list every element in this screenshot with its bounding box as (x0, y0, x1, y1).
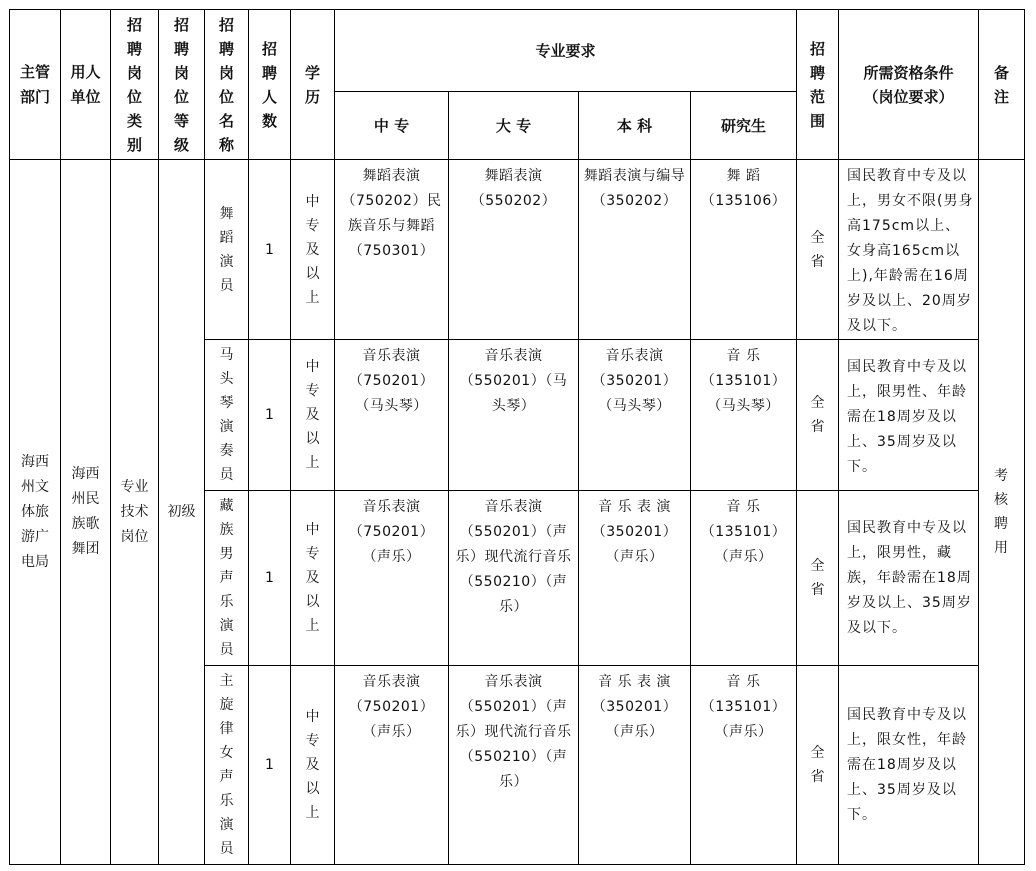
edu-cell: 中专及以上 (291, 340, 335, 491)
header-unit: 用人单位 (61, 10, 111, 160)
major-yjs-cell: 舞 蹈（135106） (691, 160, 797, 340)
edu-cell: 中专及以上 (291, 160, 335, 340)
major-zz-cell: 音乐表演（750201）（声乐） (335, 491, 449, 666)
major-bk-cell: 音 乐 表 演（350201）（声乐） (579, 491, 691, 666)
header-major-yjs: 研究生 (691, 92, 797, 160)
major-zz-cell: 音乐表演（750201）（马头琴） (335, 340, 449, 491)
major-bk-cell: 音乐表演（350201）（马头琴） (579, 340, 691, 491)
remark-cell: 考核聘用 (979, 160, 1025, 865)
scope-cell: 全省 (797, 340, 839, 491)
dept-cell: 海西州文体旅游广电局 (10, 160, 61, 865)
major-zz-cell: 舞蹈表演（750202）民族音乐与舞蹈（750301） (335, 160, 449, 340)
edu-cell: 中专及以上 (291, 666, 335, 865)
header-category: 招聘岗位类别 (111, 10, 159, 160)
major-dz-cell: 音乐表演（550201）（声乐）现代流行音乐（550210）（声乐） (449, 666, 579, 865)
post-cell: 藏族男声乐演员 (205, 491, 249, 666)
scope-cell: 全省 (797, 491, 839, 666)
header-major-zz: 中 专 (335, 92, 449, 160)
header-level: 招聘岗位等级 (159, 10, 205, 160)
unit-cell: 海西州民族歌舞团 (61, 160, 111, 865)
major-yjs-cell: 音 乐（135101）（声乐） (691, 491, 797, 666)
requirement-cell: 国民教育中专及以上，限女性，年龄需在18周岁及以上、35周岁及以下。 (839, 666, 979, 865)
major-dz-cell: 音乐表演（550201）（声乐）现代流行音乐（550210）（声乐） (449, 491, 579, 666)
major-bk-cell: 舞蹈表演与编导（350202） (579, 160, 691, 340)
edu-cell: 中专及以上 (291, 491, 335, 666)
requirement-cell: 国民教育中专及以上，限男性，藏族，年龄需在18周岁及以上、35周岁及以下。 (839, 491, 979, 666)
major-yjs-cell: 音 乐（135101）（马头琴） (691, 340, 797, 491)
major-bk-cell: 音 乐 表 演（350201）（声乐） (579, 666, 691, 865)
category-cell: 专业技术岗位 (111, 160, 159, 865)
header-major: 专业要求 (335, 10, 797, 92)
count-cell: 1 (249, 666, 291, 865)
header-remark: 备注 (979, 10, 1025, 160)
major-yjs-cell: 音 乐（135101）（声乐） (691, 666, 797, 865)
recruitment-table (9, 9, 1025, 865)
post-cell: 主旋律女声乐演员 (205, 666, 249, 865)
requirement-cell: 国民教育中专及以上，男女不限(男身高175cm以上、女身高165cm以上),年龄需在16周岁及以上、20周岁及以下。 (839, 160, 979, 340)
count-cell: 1 (249, 491, 291, 666)
major-dz-cell: 舞蹈表演（550202） (449, 160, 579, 340)
post-cell: 舞蹈演员 (205, 160, 249, 340)
header-scope: 招聘范围 (797, 10, 839, 160)
requirement-cell: 国民教育中专及以上，限男性、年龄需在18周岁及以上、35周岁及以下。 (839, 340, 979, 491)
header-requirement: 所需资格条件（岗位要求） (839, 10, 979, 160)
scope-cell: 全省 (797, 160, 839, 340)
major-dz-cell: 音乐表演（550201）（马头琴） (449, 340, 579, 491)
table-row (10, 160, 1025, 340)
header-post: 招聘岗位名称 (205, 10, 249, 160)
header-count: 招聘人数 (249, 10, 291, 160)
count-cell: 1 (249, 340, 291, 491)
count-cell: 1 (249, 160, 291, 340)
post-cell: 马头琴演奏员 (205, 340, 249, 491)
scope-cell: 全省 (797, 666, 839, 865)
header-edu: 学历 (291, 10, 335, 160)
major-zz-cell: 音乐表演（750201）（声乐） (335, 666, 449, 865)
header-major-dz: 大 专 (449, 92, 579, 160)
header-dept: 主管部门 (10, 10, 61, 160)
level-cell: 初级 (159, 160, 205, 865)
header-major-bk: 本 科 (579, 92, 691, 160)
